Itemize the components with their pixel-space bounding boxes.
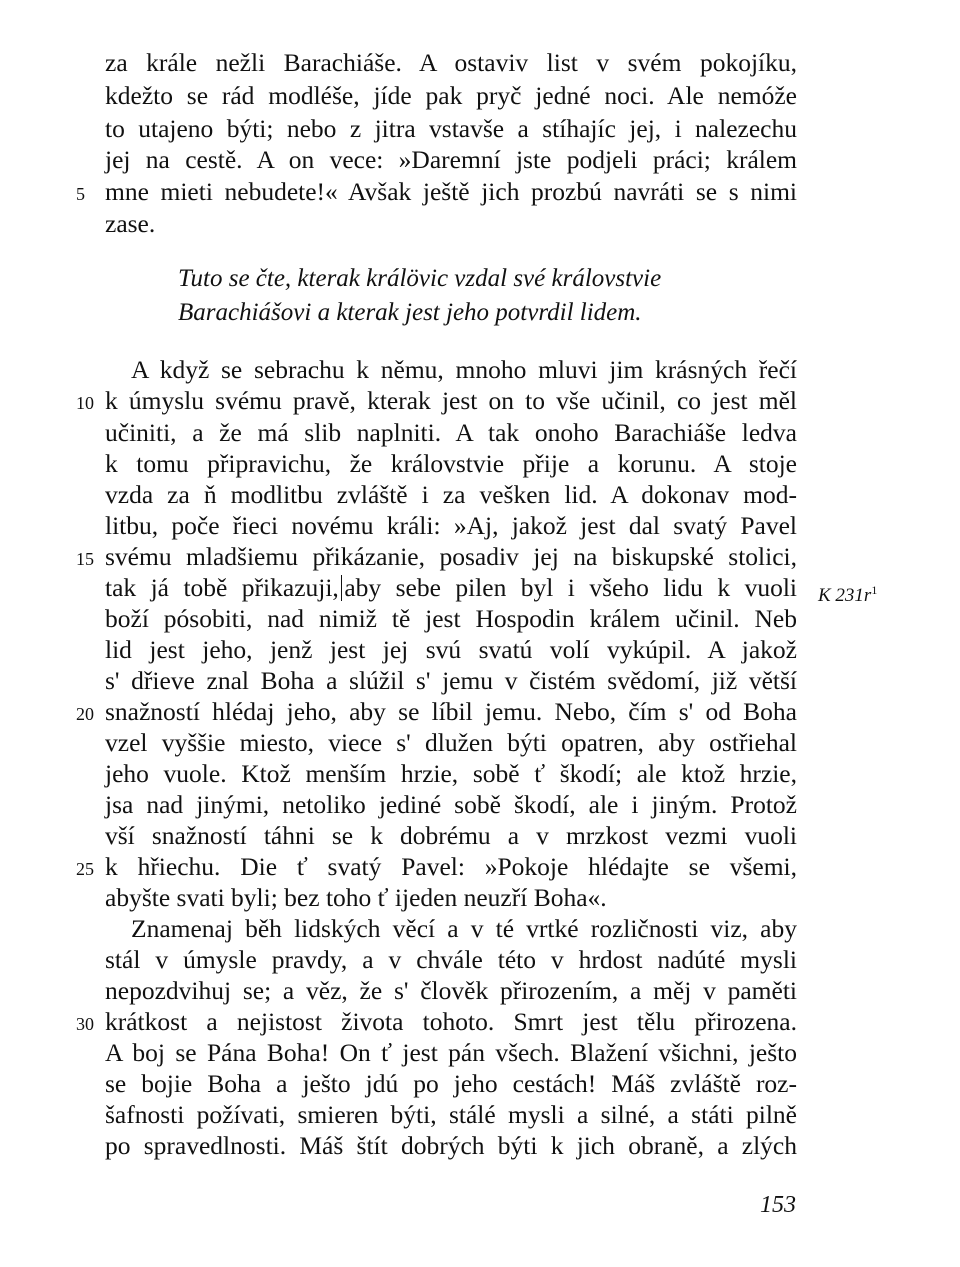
text-line: abyšte svati byli; bez toho ť ijeden neuzří Boha«. (105, 883, 607, 912)
text-line-with-folio-mark (105, 573, 797, 603)
text-line: jej na cestě. A on vece: »Daremní jste podjeli práci; králem (105, 145, 797, 174)
text-segment: aby sebe pilen byl i všeho lidu k vuoli (344, 573, 797, 602)
chapter-heading-line: Barachiášovi a kterak jest jeho potvrdil lidem. (178, 299, 642, 326)
line-number: 5 (76, 184, 85, 204)
text-line: A když se sebrachu k němu, mnoho mluvi jim krásných řečí (131, 355, 797, 384)
text-line: učiniti, a že má slib naplniti. A tak onoho Barachiáše ledva (105, 418, 797, 447)
line-number: 15 (76, 549, 94, 569)
text-line: to utajeno býti; nebo z jitra vstavše a stíhajíc jej, i nalezechu (105, 114, 797, 143)
text-line: nepozdvihuj se; a věz, že s' člověk přirozením, a měj v paměti (105, 976, 797, 1005)
folio-break-mark (341, 575, 343, 601)
line-number: 25 (76, 859, 94, 879)
text-line: snažností hlédaj jeho, aby se líbil jemu. Nebo, čím s' od Boha (105, 697, 797, 726)
chapter-heading-line: Tuto se čte, kterak králövic vzdal své královstvie (178, 265, 662, 292)
marginal-folio-superscript: 1 (871, 583, 878, 597)
text-segment: tak já tobě přikazuji, (105, 573, 339, 602)
text-line: k tomu připravichu, že královstvie přije a korunu. A stoje (105, 449, 797, 478)
text-line: A boj se Pána Boha! On ť jest pán všech. Blažení všichni, ješto (105, 1038, 797, 1067)
text-line: s' dřieve znal Boha a slúžil s' jemu v čistém svědomí, již větší (105, 666, 797, 695)
text-line: za krále nežli Barachiáše. A ostaviv list v svém pokojíku, (105, 48, 797, 77)
marginal-folio-text: K 231r (818, 585, 872, 606)
page-number: 153 (760, 1192, 796, 1218)
text-line: litbu, poče řieci novému králi: »Aj, jakož jest dal svatý Pavel (105, 511, 797, 540)
text-line: boží pósobiti, nad nimiž tě jest Hospodin králem učinil. Neb (105, 604, 797, 633)
marginal-folio-note (818, 575, 877, 611)
text-line: mne mieti nebudete!« Avšak ještě jich prozbú navráti se s nimi (105, 177, 797, 206)
text-line: svému mladšiemu přikázanie, posadiv jej na biskupské stolici, (105, 542, 797, 571)
line-number: 20 (76, 704, 94, 724)
text-line: jeho vuole. Ktož menším hrzie, sobě ť škodí; ale ktož hrzie, (105, 759, 797, 788)
text-line: šafnosti požívati, smieren býti, stálé mysli a silné, a státi pilně (105, 1100, 797, 1129)
text-line: vší snažností táhni se k dobrému a v mrzkost vezmi vuoli (105, 821, 797, 850)
text-line: vzel vyššie miesto, viece s' dlužen býti opatren, aby ostřiehal (105, 728, 797, 757)
text-line: kdežto se rád modléše, jíde pak pryč jedné noci. Ale nemóže (105, 81, 797, 110)
text-line: lid jest jeho, jenž jest jej svú svatú volí vykúpil. A jakož (105, 635, 797, 664)
text-line: po spravedlnosti. Máš štít dobrých býti k jich obraně, a zlých (105, 1131, 797, 1160)
line-number: 30 (76, 1014, 94, 1034)
text-line: stál v úmysle pravdy, a v chvále této v hrdost nadúté mysli (105, 945, 797, 974)
text-line: zase. (105, 209, 156, 238)
text-line: jsa nad jinými, netoliko jediné sobě škodí, ale i jiným. Protož (105, 790, 797, 819)
text-line: Znamenaj běh lidských věcí a v té vrtké rozličnosti viz, aby (131, 914, 797, 943)
text-line: vzda za ň modlitbu zvláště i za vešken lid. A dokonav mod- (105, 480, 797, 509)
text-line: se bojie Boha a ješto jdú po jeho cestách! Máš zvláště roz- (105, 1069, 797, 1098)
text-line: krátkost a nejistost života tohoto. Smrt jest tělu přirozena. (105, 1007, 797, 1036)
line-number: 10 (76, 393, 94, 413)
text-line: k hřiechu. Die ť svatý Pavel: »Pokoje hlédajte se všemi, (105, 852, 797, 881)
text-line: k úmyslu svému pravě, kterak jest on to vše učinil, co jest měl (105, 386, 797, 415)
